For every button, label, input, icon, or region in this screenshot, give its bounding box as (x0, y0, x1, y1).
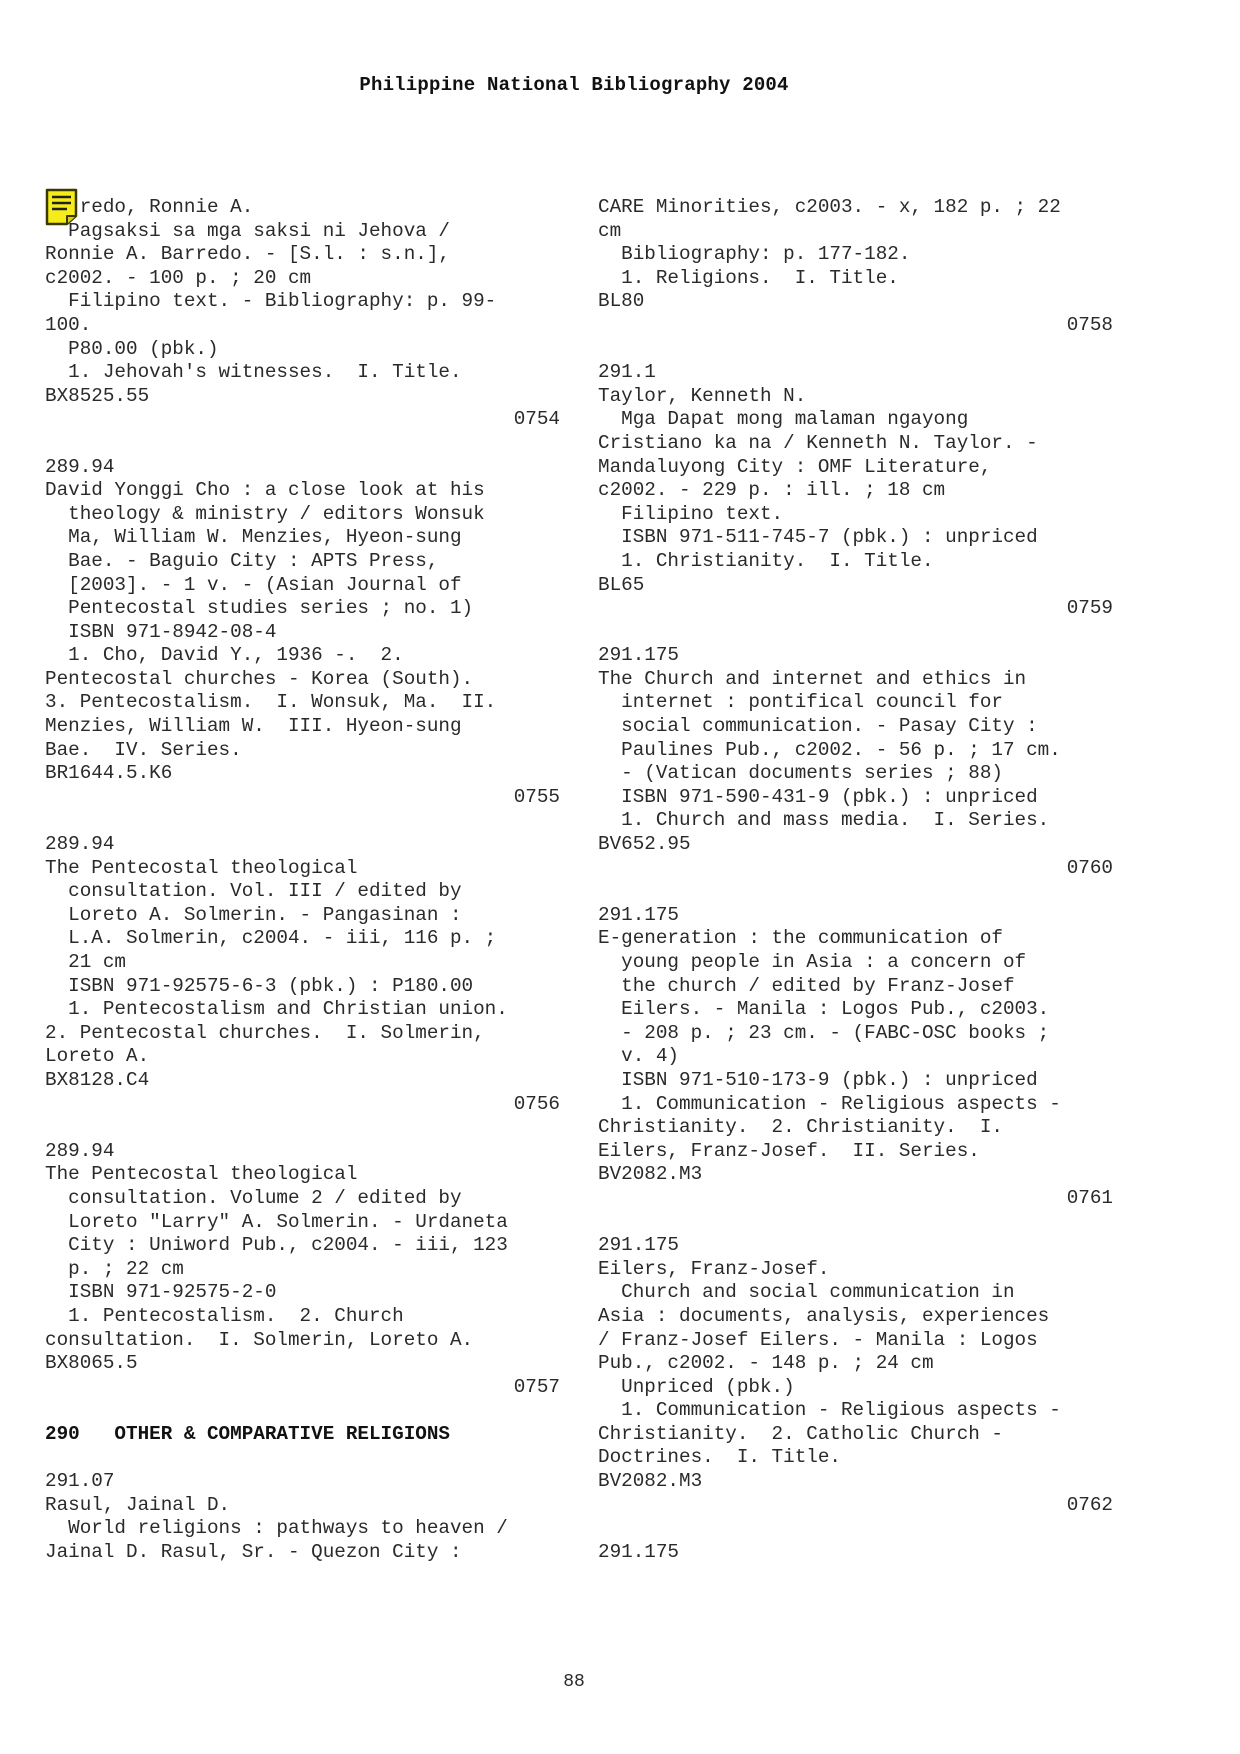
entry-line: Pagsaksi sa mga saksi ni Jehova / (45, 219, 450, 242)
entry-line: Bibliography: p. 177-182. (598, 243, 911, 266)
entry-line: World religions : pathways to heaven / (45, 1517, 508, 1540)
entry-line: consultation. I. Solmerin, Loreto A. (45, 1328, 474, 1351)
entry-line: Ma, William W. Menzies, Hyeon-sung (45, 526, 462, 549)
entry-line: Eilers. - Manila : Logos Pub., c2003. (598, 998, 1050, 1021)
entry-number: 0762 (1066, 1493, 1113, 1516)
entry-line: young people in Asia : a concern of (598, 951, 1027, 973)
entry-line: c2002. - 229 p. : ill. ; 18 cm (598, 479, 946, 502)
entry-line: Filipino text. - Bibliography: p. 99- (45, 290, 497, 313)
entry-line: BV2082.M3 (598, 1163, 703, 1186)
entry-line: BR1644.5.K6 (45, 762, 173, 785)
bibliography-entry (45, 1140, 560, 1400)
entry-line: Unpriced (pbk.) (598, 1375, 795, 1398)
entry-line: 291.175 (598, 644, 679, 667)
entry-line: Doctrines. I. Title. (598, 1446, 841, 1469)
entry-number: 0761 (1066, 1186, 1113, 1209)
entry-line: / Franz-Josef Eilers. - Manila : Logos (598, 1328, 1038, 1351)
page-number: 88 (563, 1672, 585, 1692)
entry-line: BV652.95 (598, 833, 691, 856)
bibliography-entry (45, 1470, 560, 1564)
entry-number: 0756 (513, 1092, 560, 1115)
entry-line: CARE Minorities, c2003. - x, 182 p. ; 22 (598, 196, 1061, 218)
entry-number: 0755 (513, 785, 560, 808)
entry-line: social communication. - Pasay City : (598, 715, 1038, 738)
entry-line: ISBN 971-92575-6-3 (pbk.) : P180.00 (45, 974, 474, 997)
entry-line: 100. (45, 313, 92, 336)
entry-line: Eilers, Franz-Josef. II. Series. (598, 1139, 980, 1162)
entry-line: Pentecostal studies series ; no. 1) (45, 597, 474, 620)
entry-line: redo, Ronnie A. (45, 196, 254, 218)
entry-line: The Church and internet and ethics in (598, 667, 1027, 690)
entry-line: Church and social communication in (598, 1281, 1015, 1304)
entry-line: David Yonggi Cho : a close look at his (45, 479, 485, 502)
entry-line: - (Vatican documents series ; 88) (598, 762, 1003, 785)
entry-line: Mandaluyong City : OMF Literature, (598, 455, 992, 478)
entry-line: 2. Pentecostal churches. I. Solmerin, (45, 1021, 485, 1044)
entry-line: BX8525.55 (45, 384, 150, 407)
bibliography-entry (598, 1541, 1113, 1565)
entry-line: Pentecostal churches - Korea (South). (45, 667, 474, 690)
entry-line: 21 cm (45, 951, 126, 973)
entry-line: 1. Pentecostalism and Christian union. (45, 998, 508, 1021)
entry-line: consultation. Vol. III / edited by (45, 880, 462, 903)
left-column (45, 196, 560, 1588)
entry-line: theology & ministry / editors Wonsuk (45, 502, 485, 525)
entry-line: E-generation : the communication of (598, 927, 1003, 950)
bibliography-entry (45, 833, 560, 1116)
entry-line: Loreto "Larry" A. Solmerin. - Urdaneta (45, 1210, 508, 1233)
entry-line: Menzies, William W. III. Hyeon-sung (45, 715, 462, 738)
entry-line: 289.94 (45, 833, 115, 856)
entry-line: BV2082.M3 (598, 1470, 703, 1493)
entry-line: 289.94 (45, 1139, 115, 1162)
entry-line: Christianity. 2. Catholic Church - (598, 1422, 1003, 1445)
entry-line: internet : pontifical council for (598, 691, 1003, 714)
entry-number: 0759 (1066, 597, 1113, 620)
entry-number: 0758 (1066, 313, 1113, 336)
entry-line: ISBN 971-511-745-7 (pbk.) : unpriced (598, 526, 1038, 549)
entry-line: p. ; 22 cm (45, 1257, 184, 1280)
bibliography-entry (45, 456, 560, 810)
entry-line: v. 4) (598, 1045, 679, 1068)
entry-line: 1. Jehovah's witnesses. I. Title. (45, 361, 462, 384)
entry-line: Christianity. 2. Christianity. I. (598, 1116, 1003, 1139)
entry-line: cm (598, 219, 622, 242)
entry-line: Bae. - Baguio City : APTS Press, (45, 549, 439, 572)
entry-line: ISBN 971-590-431-9 (pbk.) : unpriced (598, 785, 1038, 808)
right-column (598, 196, 1113, 1588)
entry-line: c2002. - 100 p. ; 20 cm (45, 266, 312, 289)
entry-line: the church / edited by Franz-Josef (598, 974, 1015, 997)
entry-line: Asia : documents, analysis, experiences (598, 1304, 1050, 1327)
entry-line: 291.1 (598, 361, 656, 384)
bibliography-entry (598, 644, 1113, 880)
entry-line: BL80 (598, 290, 645, 313)
entry-line: 1. Pentecostalism. 2. Church (45, 1304, 404, 1327)
entry-line: 1. Cho, David Y., 1936 -. 2. (45, 644, 404, 667)
entry-line: Filipino text. (598, 502, 784, 525)
entry-line: L.A. Solmerin, c2004. - iii, 116 p. ; (45, 927, 497, 950)
entry-line: BX8128.C4 (45, 1068, 150, 1091)
entry-line: ISBN 971-92575-2-0 (45, 1281, 277, 1304)
page-title: Philippine National Bibliography 2004 (359, 74, 789, 96)
entry-number: 0757 (513, 1375, 560, 1398)
entry-line: Loreto A. Solmerin. - Pangasinan : (45, 903, 462, 926)
entry-line: 291.175 (598, 1540, 679, 1563)
entry-line: Loreto A. (45, 1045, 150, 1068)
entry-line: BL65 (598, 573, 645, 596)
entry-line: - 208 p. ; 23 cm. - (FABC-OSC books ; (598, 1021, 1050, 1044)
entry-line: 1. Religions. I. Title. (598, 266, 899, 289)
entry-line: 1. Communication - Religious aspects - (598, 1092, 1061, 1115)
entry-line: Pub., c2002. - 148 p. ; 24 cm (598, 1352, 934, 1375)
entry-line: City : Uniword Pub., c2004. - iii, 123 (45, 1234, 508, 1257)
bibliography-entry (598, 904, 1113, 1211)
entry-line: Eilers, Franz-Josef. (598, 1257, 830, 1280)
entry-line: 291.07 (45, 1470, 115, 1493)
entry-line: consultation. Volume 2 / edited by (45, 1186, 462, 1209)
entry-line: 291.175 (598, 903, 679, 926)
entry-line: Cristiano ka na / Kenneth N. Taylor. - (598, 431, 1038, 454)
bibliography-entry (598, 196, 1113, 338)
entry-line: ISBN 971-510-173-9 (pbk.) : unpriced (598, 1068, 1038, 1091)
entry-line: 1. Christianity. I. Title. (598, 549, 934, 572)
entry-line: Ronnie A. Barredo. - [S.l. : s.n.], (45, 243, 450, 266)
entry-line: 3. Pentecostalism. I. Wonsuk, Ma. II. (45, 691, 497, 714)
entry-line: Bae. IV. Series. (45, 738, 242, 761)
entry-line: The Pentecostal theological (45, 856, 358, 879)
entry-line: ISBN 971-8942-08-4 (45, 620, 277, 643)
entry-line: Rasul, Jainal D. (45, 1493, 231, 1516)
entry-line: 289.94 (45, 455, 115, 478)
entry-line: 1. Communication - Religious aspects - (598, 1399, 1061, 1422)
entry-number: 0754 (513, 408, 560, 431)
entry-line: Paulines Pub., c2002. - 56 p. ; 17 cm. (598, 738, 1061, 761)
entry-line: P80.00 (pbk.) (45, 337, 219, 360)
entry-line: BX8065.5 (45, 1352, 138, 1375)
entry-line: Jainal D. Rasul, Sr. - Quezon City : (45, 1540, 462, 1563)
entry-line: The Pentecostal theological (45, 1163, 358, 1186)
bibliography-entry (598, 1234, 1113, 1517)
entry-line: 291.175 (598, 1234, 679, 1257)
bibliography-entry (45, 196, 560, 432)
entry-line: 1. Church and mass media. I. Series. (598, 809, 1050, 832)
bibliography-entry (598, 361, 1113, 621)
entry-number: 0760 (1066, 856, 1113, 879)
entry-line: Taylor, Kenneth N. (598, 384, 807, 407)
entry-line: Mga Dapat mong malaman ngayong (598, 408, 969, 431)
entry-line: [2003]. - 1 v. - (Asian Journal of (45, 573, 462, 596)
section-heading: 290 OTHER & COMPARATIVE RELIGIONS (45, 1422, 450, 1445)
